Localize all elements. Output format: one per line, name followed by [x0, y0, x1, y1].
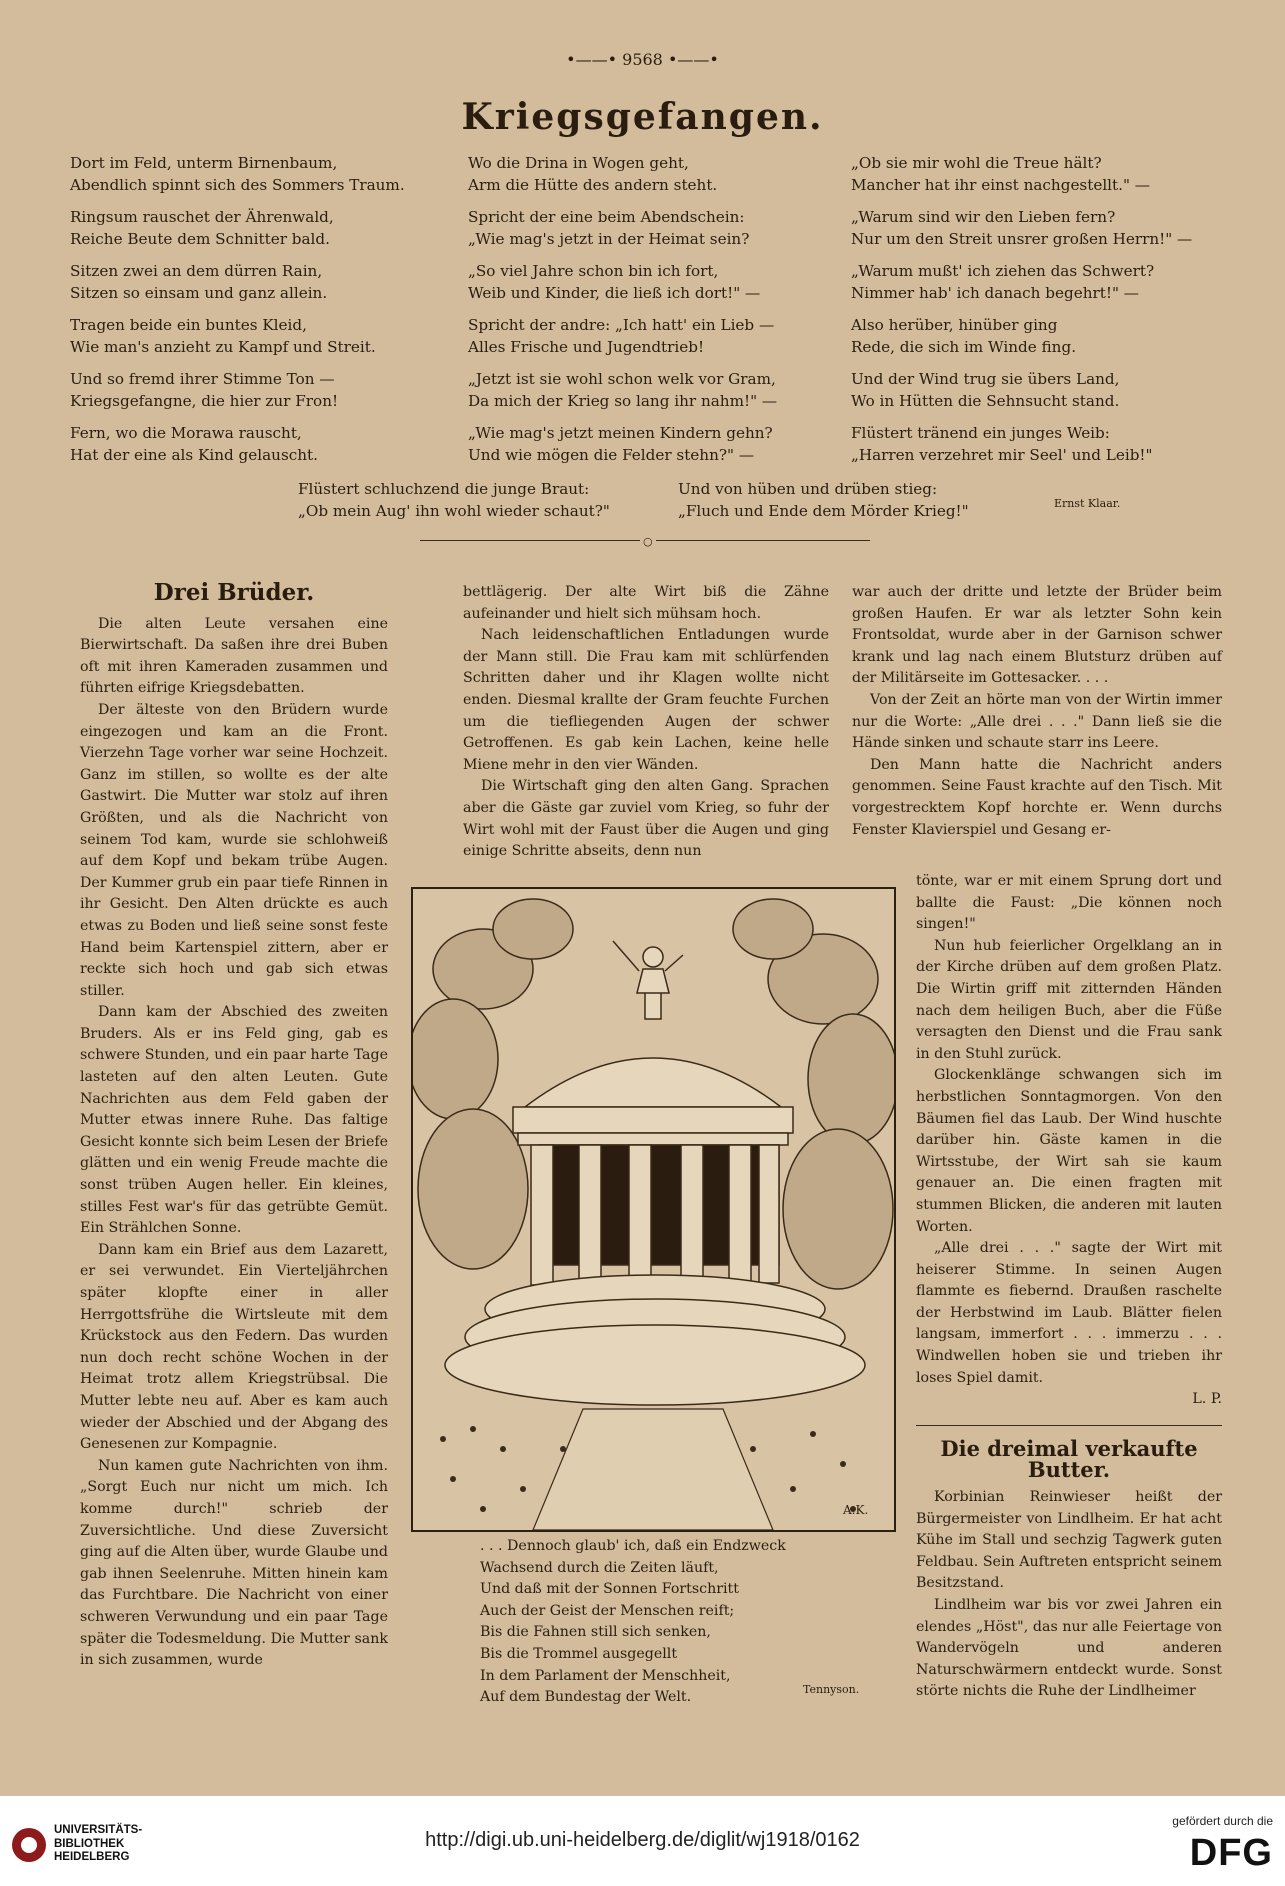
poem-line: Und wie mögen die Felder stehn?" — — [468, 446, 755, 464]
story-title-2: Die dreimal verkaufte Butter. — [940, 1435, 1198, 1483]
stanza — [851, 206, 1192, 250]
poem-line: Flüstert schluchzend die junge Braut: — [298, 480, 590, 498]
poem-final-right — [678, 478, 969, 522]
dfg-logo[interactable]: DFG — [1189, 1832, 1273, 1874]
poem-line: Hat der eine als Kind gelauscht. — [70, 446, 318, 464]
paragraph: Den Mann hatte die Nachricht anders genommen. Seine Faust krachte auf den Tisch. Mit vorgestrecktem Kopf horchte er. Wenn durchs Fenster Klavierspiel und Gesang er- — [852, 756, 1222, 838]
poem-line: „Ob sie mir wohl die Treue hält? — [851, 154, 1102, 172]
poem-line: „Harren verzehret mir Seel' und Leib!" — [851, 446, 1153, 464]
paragraph: Korbinian Reinwieser heißt der Bürgermeister von Lindlheim. Er hat acht Kühe im Stall und sechzig Tagwerk guten Feldbau. Sein Auftreten entspricht seinem Besitzstand. — [916, 1489, 1222, 1592]
story-column-3 — [852, 582, 1222, 841]
poem-author: Ernst Klaar. — [1054, 497, 1121, 510]
caption-line: Auch der Geist der Menschen reift; — [480, 1602, 735, 1619]
poem-line: Nimmer hab' ich danach begehrt!" — — [851, 284, 1139, 302]
story-column-3-continued — [916, 871, 1222, 1703]
poem-line: Wo in Hütten die Sehnsucht stand. — [851, 392, 1120, 410]
university-name-line: HEIDELBERG — [54, 1851, 130, 1863]
poem-line: „So viel Jahre schon bin ich fort, — [468, 262, 719, 280]
caption-line: Bis die Fahnen still sich senken, — [480, 1624, 711, 1641]
poem-line: Spricht der eine beim Abendschein: — [468, 208, 745, 226]
stanza — [468, 368, 777, 412]
poem-line: „Wie mag's jetzt in der Heimat sein? — [468, 230, 750, 248]
story-column-2 — [463, 582, 829, 863]
section-rule — [916, 1425, 1222, 1426]
poem-line: Abendlich spinnt sich des Sommers Traum. — [70, 176, 405, 194]
paragraph: tönte, war er mit einem Sprung dort und ballte die Faust: „Die können noch singen!" — [916, 873, 1222, 933]
illustration-signature: A.K. — [843, 1503, 869, 1517]
poem-line: „Warum mußt' ich ziehen das Schwert? — [851, 262, 1155, 280]
poem-line: Weib und Kinder, die ließ ich dort!" — — [468, 284, 761, 302]
temple-illustration — [411, 887, 896, 1532]
caption-line: Auf dem Bundestag der Welt. — [480, 1689, 692, 1706]
poem-line: Da mich der Krieg so lang ihr nahm!" — — [468, 392, 778, 410]
stanza — [468, 206, 777, 250]
illustration-caption — [480, 1536, 786, 1709]
stanza — [851, 422, 1192, 466]
poem-line: Fern, wo die Morawa rauscht, — [70, 424, 302, 442]
poem-line: „Ob mein Aug' ihn wohl wieder schaut?" — [298, 502, 610, 520]
poem-line: Wo die Drina in Wogen geht, — [468, 154, 689, 172]
poem-line: Ringsum rauschet der Ährenwald, — [70, 208, 334, 226]
poem-line: Tragen beide ein buntes Kleid, — [70, 316, 307, 334]
stanza — [851, 314, 1192, 358]
poem-column-3 — [851, 152, 1192, 476]
stanza — [70, 152, 405, 196]
paragraph: Lindlheim war bis vor zwei Jahren ein elendes „Höst", das nur alle Feiertage von Wandervögeln und anderen Naturschwärmern entdeckt wurde. Sonst störte nichts die Ruhe der Lindlheimer — [916, 1597, 1222, 1700]
stanza — [70, 260, 405, 304]
story-column-1 — [80, 579, 388, 1672]
stanza — [70, 314, 405, 358]
poem-line: Und der Wind trug sie übers Land, — [851, 370, 1120, 388]
poem-line: Und von hüben und drüben stieg: — [678, 480, 938, 498]
poem-line: Sitzen so einsam und ganz allein. — [70, 284, 328, 302]
stanza — [70, 368, 405, 412]
paragraph: Dann kam der Abschied des zweiten Bruders. Als er ins Feld ging, gab es schwere Stunden, und ein paar harte Tage lasteten auf den alten Leuten. Gute Nachrichten aus dem Feld gaben der Mutter etwas innere Ruhe. Das faltige Gesicht konnte sich beim Lesen der Briefe glätten und ein wenig Freude machte die sonst trüben Augen heller. Ein kleines, stilles Fest war's für das getrübte Gemüt. Ein Strählchen Sonne. — [80, 1004, 388, 1237]
stanza — [468, 152, 777, 196]
paragraph: Dann kam ein Brief aus dem Lazarett, er sei verwundet. Ein Vierteljährchen später klopfte einer in aller Herrgottsfrühe die Wirtsleute mit dem Krückstock aus den Federn. Das wurden nun doch recht schöne Wochen in der Heimat trotz allem Kriegstrübsal. Die Mutter lebte neu auf. Aber es kam auch wieder der Abschied und der Abgang des Genesenen zur Kompagnie. — [80, 1241, 388, 1453]
page-number: •——• 9568 •——• — [566, 50, 719, 69]
poem-line: Dort im Feld, unterm Birnenbaum, — [70, 154, 338, 172]
poem-line: „Fluch und Ende dem Mörder Krieg!" — [678, 502, 969, 520]
poem-line: Spricht der andre: „Ich hatt' ein Lieb — — [468, 316, 775, 334]
divider-ornament: ○ — [640, 535, 656, 548]
story-title: Drei Brüder. — [153, 579, 315, 606]
stanza — [468, 422, 777, 466]
funding-note: gefördert durch die — [1172, 1814, 1273, 1828]
poem-line: Kriegsgefangne, die hier zur Fron! — [70, 392, 339, 410]
viewer-footer — [0, 1796, 1285, 1886]
paragraph: Von der Zeit an hörte man von der Wirtin immer nur die Worte: „Alle drei . . ." Dann ließ sie die Hände sinken und schaute starr ins Leere. — [852, 691, 1222, 752]
caption-line: Und daß mit der Sonnen Fortschritt — [480, 1581, 739, 1598]
stanza — [851, 152, 1192, 196]
university-name-line: BIBLIOTHEK — [54, 1837, 125, 1850]
caption-line: Bis die Trommel ausgegellt — [480, 1645, 678, 1662]
paragraph: Nach leidenschaftlichen Entladungen wurde der Mann still. Die Frau kam mit schlürfenden Schritten daher und ihr Klagen wollte nicht enden. Diesmal krallte der Gram feuchte Furchen um die tiefliegenden Augen der schwer Getroffenen. Es gab kein Lachen, keine helle Miene mehr in den vier Wänden. — [463, 627, 829, 773]
poem-line: Alles Frische und Jugendtrieb! — [468, 338, 705, 356]
caption-line: . . . Dennoch glaub' ich, daß ein Endzweck — [480, 1538, 786, 1554]
story-author: L. P. — [1192, 1391, 1222, 1408]
poem-line: „Wie mag's jetzt meinen Kindern gehn? — [468, 424, 773, 442]
paragraph: Glockenklänge schwangen sich im herbstlichen Sonntagmorgen. Von den Bäumen fiel das Laub. Der Wind huschte darüber hin. Gäste kamen in die Wirtsstube, der Wirt sah sie kaum genauer an. Die einen fragten mit stummen Blicken, die anderen mit lauten Worten. — [916, 1067, 1222, 1235]
stanza — [851, 368, 1192, 412]
paragraph: Der älteste von den Brüdern wurde eingezogen und kam an die Front. Vierzehn Tage vorher war seine Hochzeit. Ganz im stillen, so wollte es der alte Gastwirt. Die Mutter war stolz auf ihren Größten, und als die Nachricht von seinem Tod kam, wurde sie schlohweiß auf dem Kopf und bekam trübe Augen. Der Kummer grub ein paar tiefe Rinnen in ihr Gesicht. Den Alten drückte es auch etwas zu Boden und ließ seine sonst feste Hand beim Kartenspiel zittern, aber er reckte sich hoch und gab sich etwas stiller. — [80, 701, 388, 999]
permalink-url[interactable]: http://digi.ub.uni-heidelberg.de/diglit/wj1918/0162 — [425, 1829, 860, 1851]
poem-line: Sitzen zwei an dem dürren Rain, — [70, 262, 323, 280]
poem-line: Und so fremd ihrer Stimme Ton — — [70, 370, 335, 388]
stanza — [70, 206, 405, 250]
paragraph: Die Wirtschaft ging den alten Gang. Sprachen aber die Gäste gar zuviel vom Krieg, so fuhr der Wirt wohl mit der Faust über die Augen und ging einige Schritte abseits, denn nun — [463, 778, 829, 860]
paragraph: Nun hub feierlicher Orgelklang an in der Kirche drüben auf dem großen Platz. Die Wirtin griff mit zitternden Händen nach dem heiligen Buch, aber die Füße versagten den Dienst und die Frau sank in den Stuhl zurück. — [916, 937, 1222, 1062]
caption-line: Wachsend durch die Zeiten läuft, — [480, 1559, 719, 1576]
poem-column-2 — [468, 152, 777, 476]
poem-column-1 — [70, 152, 405, 476]
poem-line: Mancher hat ihr einst nachgestellt." — — [851, 176, 1150, 194]
poem-line: „Warum sind wir den Lieben fern? — [851, 208, 1116, 226]
poem-line: Arm die Hütte des andern steht. — [468, 176, 718, 194]
poem-line: Rede, die sich im Winde fing. — [851, 338, 1077, 356]
poem-line: Nur um den Streit unsrer großen Herrn!" — — [851, 230, 1193, 248]
poem-line: Wie man's anzieht zu Kampf und Streit. — [70, 338, 376, 356]
paragraph: bettlägerig. Der alte Wirt biß die Zähne aufeinander und hielt sich mühsam hoch. — [463, 584, 829, 622]
poem-final-left — [298, 478, 610, 522]
caption-line: In dem Parlament der Menschheit, — [480, 1667, 731, 1684]
poem-line: „Jetzt ist sie wohl schon welk vor Gram, — [468, 370, 776, 388]
poem-line: Flüstert tränend ein junges Weib: — [851, 424, 1110, 442]
poem-line: Also herüber, hinüber ging — [851, 316, 1058, 334]
temple-drawing — [413, 889, 894, 1530]
poem-line: Reiche Beute dem Schnitter bald. — [70, 230, 330, 248]
stanza — [468, 314, 777, 358]
paragraph: Die alten Leute versahen eine Bierwirtschaft. Da saßen ihre drei Buben oft mit ihren Kameraden zusammen und führten eifrige Kriegsdebatten. — [80, 615, 388, 697]
caption-author: Tennyson. — [803, 1683, 860, 1696]
paragraph: Nun kamen gute Nachrichten von ihm. „Sorgt Euch nur nicht um mich. Ich komme durch!" schrieb der Zuversichtliche. Und diese Zuversicht ging auf die Alten über, wurde Glaube und gab ihnen Seelenruhe. Mitten hinein kam das Furchtbare. Die Nachricht von einer schweren Verwundung und ein paar Tage später die Todesmeldung. Die Mutter sank in sich zusammen, wurde — [80, 1457, 388, 1669]
stanza — [70, 422, 405, 466]
stanza — [851, 260, 1192, 304]
poem-title: Kriegsgefangen. — [461, 96, 824, 138]
stanza — [468, 260, 777, 304]
paragraph: war auch der dritte und letzte der Brüder beim großen Haufen. Er war als letzter Sohn kein Frontsoldat, wurde aber in der Garnison schwer krank und lag nach einem Blutsturz drüben auf der Militärseite im Gottesacker. . . . — [852, 584, 1222, 687]
university-name-line: UNIVERSITÄTS- — [54, 1824, 143, 1836]
paragraph: „Alle drei . . ." sagte der Wirt mit heiserer Stimme. In seinen Augen flammte es fiebernd. Draußen raschelte der Herbstwind im Laub. Blätter fielen langsam, immerfort . . . immerzu . . . Windwellen hoben sie und trieben ihr loses Spiel damit. — [916, 1240, 1222, 1386]
